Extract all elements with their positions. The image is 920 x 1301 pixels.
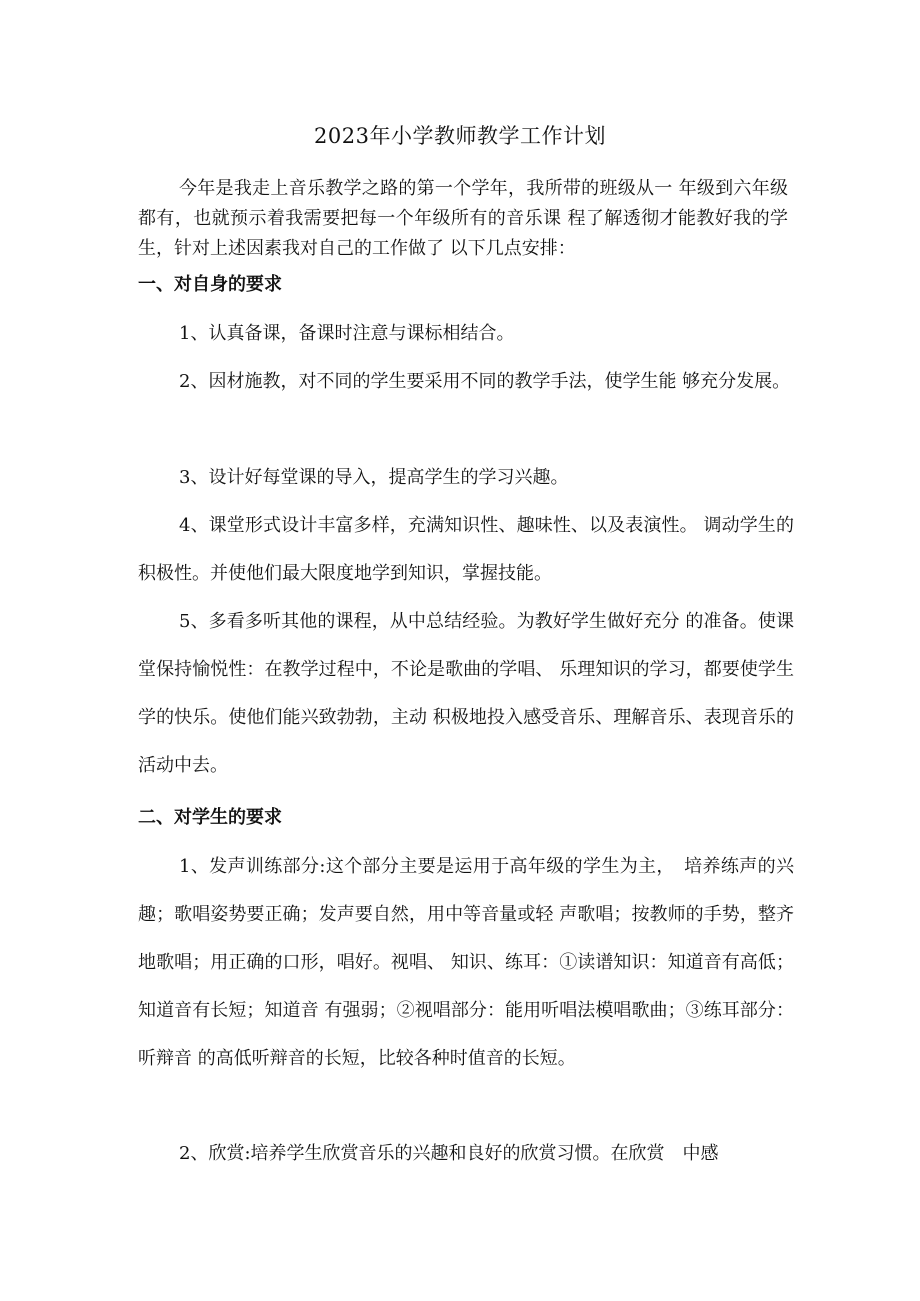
list-item: 5、多看多听其他的课程，从中总结经验。为教好学生做好充分 的准备。使课堂保持愉悦性：在教学过程中，不论是歌曲的学唱、 乐理知识的学习，都要使学生学的快乐。使他们能兴致勃勃，主动 积极地投入感受音乐、理解音乐、表现音乐的活动中去。 [138, 611, 794, 776]
list-item: 2、因材施教，对不同的学生要采用不同的教学手法，使学生能 够充分发展。 [179, 371, 791, 392]
document-title: 2023年小学教师教学工作计划 [314, 124, 606, 148]
section-heading-self-requirements: 一、对自身的要求 [138, 274, 282, 295]
list-item: 3、设计好每堂课的导入，提高学生的学习兴趣。 [179, 467, 569, 488]
list-item: 2、欣赏:培养学生欣赏音乐的兴趣和良好的欣赏习惯。在欣赏 中感 [179, 1143, 719, 1164]
list-item: 4、课堂形式设计丰富多样，充满知识性、趣味性、以及表演性。 调动学生的积极性。并使他们最大限度地学到知识，掌握技能。 [138, 515, 794, 584]
section-heading-student-requirements: 二、对学生的要求 [138, 807, 282, 828]
intro-paragraph: 今年是我走上音乐教学之路的第一个学年，我所带的班级从一 年级到六年级都有，也就预示着我需要把每一个年级所有的音乐课 程了解透彻才能教好我的学生，针对上述因素我对自己的工作做了 以下几点安排： [138, 178, 788, 259]
list-item: 1、发声训练部分:这个部分主要是运用于高年级的学生为主， 培养练声的兴趣；歌唱姿势要正确；发声要自然，用中等音量或轻 声歌唱；按教师的手势，整齐地歌唱；用正确的口形，唱好。视唱、 知识、练耳：①读谱知识：知道音有高低；知道音有长短；知道音 有强弱；②视唱部分：能用听唱法模唱歌曲；③练耳部分：听辩音 的高低听辩音的长短，比较各种时值音的长短。 [138, 856, 794, 1069]
list-item: 1、认真备课，备课时注意与课标相结合。 [179, 323, 515, 344]
